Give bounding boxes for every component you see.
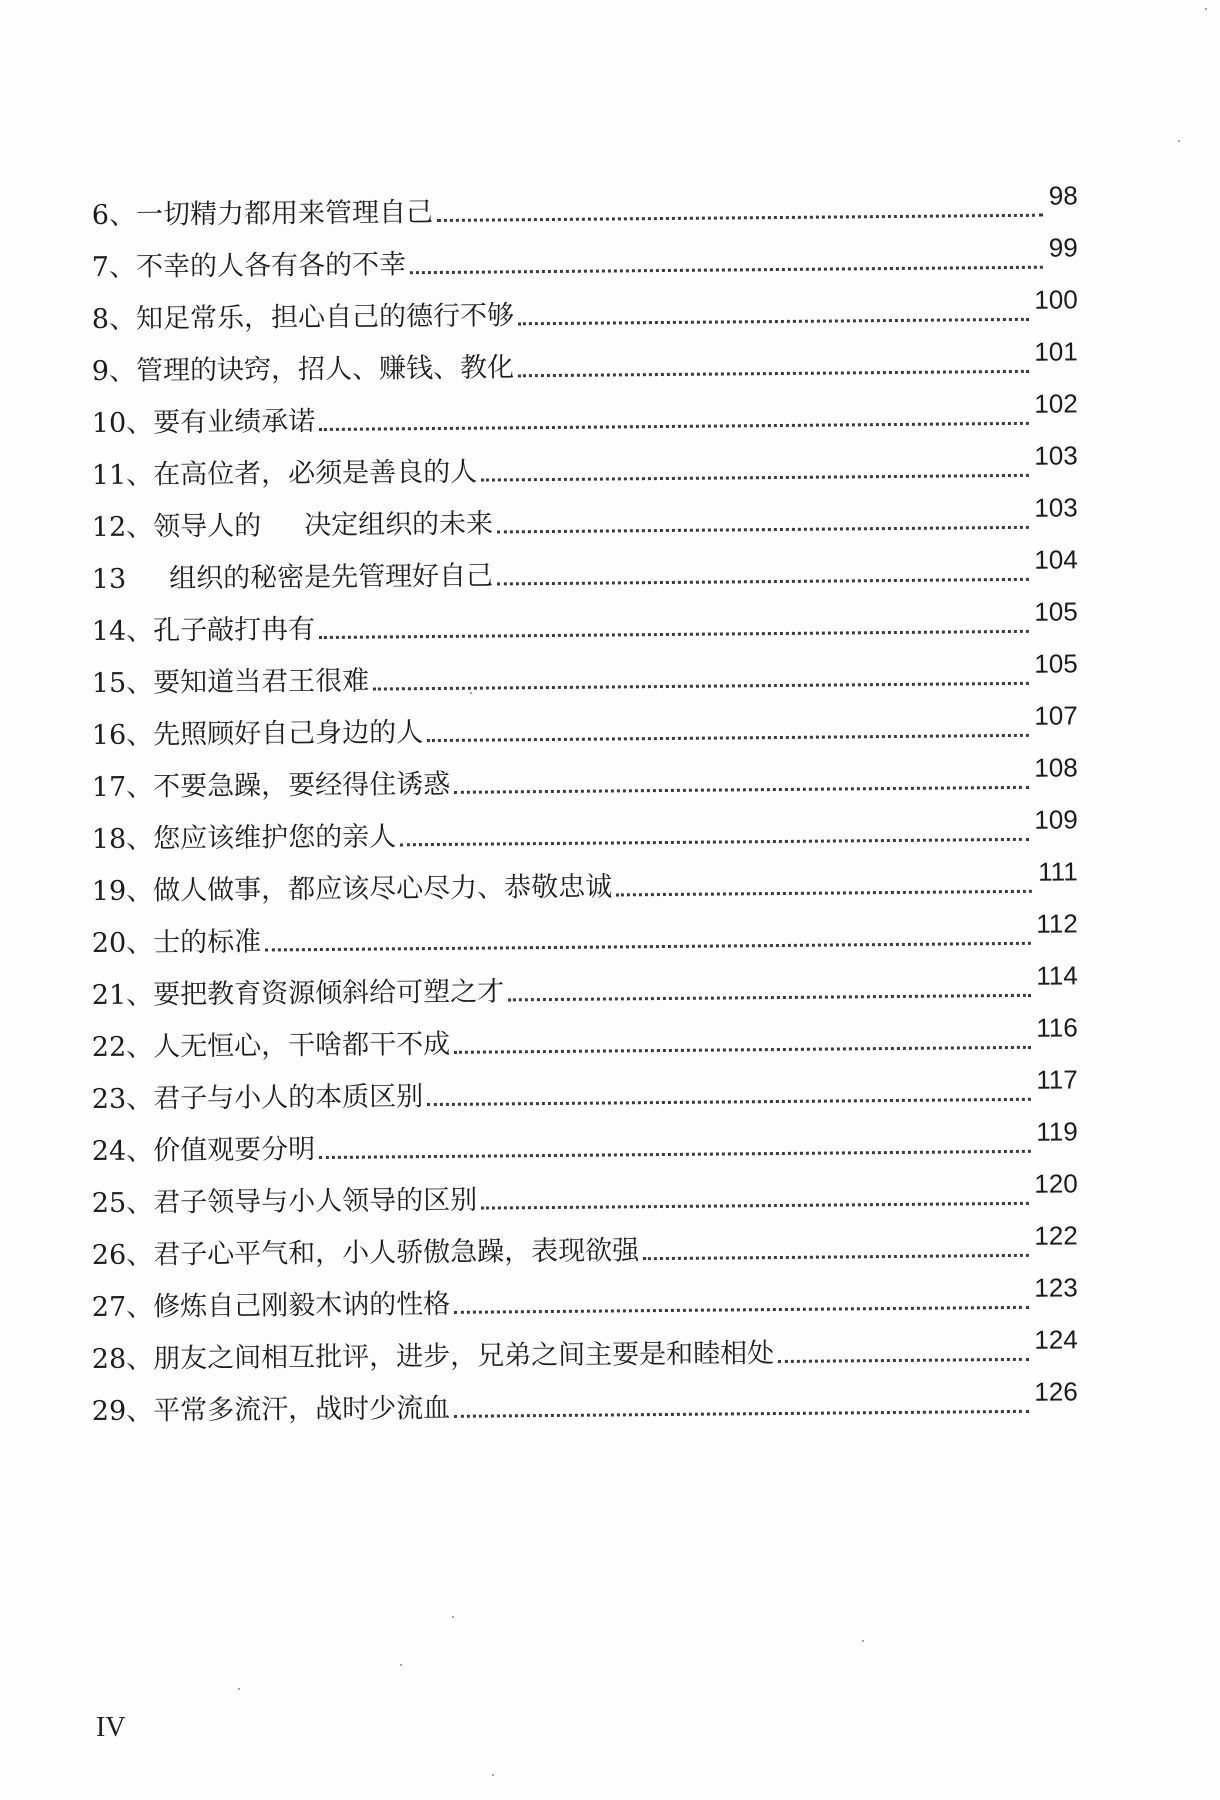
dot-leader xyxy=(427,1098,1030,1106)
scan-speck xyxy=(1205,8,1207,10)
toc-entry-title: 22、人无恒心，干啥都干不成 xyxy=(91,1028,451,1063)
toc-entry-page: 112 xyxy=(1036,908,1078,939)
dot-leader xyxy=(616,890,1032,897)
toc-entry-title: 18、您应该维护您的亲人 xyxy=(91,821,397,856)
toc-entry[interactable] xyxy=(92,899,1078,960)
toc-entry-page: 111 xyxy=(1038,856,1078,887)
toc-entry-page: 114 xyxy=(1036,960,1078,991)
page-number: IV xyxy=(96,1712,126,1743)
toc-entry-title: 13 组织的秘密是先管理好自己 xyxy=(91,560,494,595)
toc-entry[interactable] xyxy=(92,1159,1078,1220)
toc-entry[interactable] xyxy=(92,483,1078,544)
toc-entry[interactable] xyxy=(92,1003,1078,1064)
toc-entry[interactable] xyxy=(92,223,1078,284)
toc-entry-page: 105 xyxy=(1034,596,1078,627)
dot-leader xyxy=(437,214,1043,222)
toc-entry[interactable] xyxy=(92,743,1078,804)
toc-entry-title: 8、知足常乐，担心自己的德行不够 xyxy=(91,300,515,336)
toc-entry-page: 100 xyxy=(1034,284,1078,315)
dot-leader xyxy=(481,1202,1028,1210)
toc-entry-title: 20、士的标准 xyxy=(91,926,262,960)
dot-leader xyxy=(481,474,1028,482)
toc-entry-page: 104 xyxy=(1034,544,1078,575)
dot-leader xyxy=(265,942,1030,952)
toc-entry[interactable] xyxy=(92,847,1078,908)
toc-entry-title: 16、先照顾好自己身边的人 xyxy=(91,717,424,752)
dot-leader xyxy=(778,1358,1028,1363)
scan-speck xyxy=(862,1640,864,1642)
toc-entry-page: 98 xyxy=(1048,180,1078,211)
toc-entry-title: 15、要知道当君王很难 xyxy=(91,665,370,700)
dot-leader xyxy=(454,1306,1028,1314)
toc-entry-title: 6、一切精力都用来管理自己 xyxy=(91,197,434,232)
toc-entry-page: 109 xyxy=(1034,804,1078,835)
toc-entry[interactable] xyxy=(92,1315,1078,1376)
dot-leader xyxy=(427,734,1028,742)
scan-speck xyxy=(470,692,472,694)
toc-entry-page: 123 xyxy=(1034,1272,1078,1303)
toc-entry-page: 124 xyxy=(1034,1324,1078,1355)
toc-entry-title: 7、不幸的人各有各的不幸 xyxy=(91,249,407,284)
dot-leader xyxy=(508,994,1030,1002)
toc-entry-title: 11、在高位者，必须是善良的人 xyxy=(91,456,478,492)
toc-entry[interactable] xyxy=(92,327,1078,388)
dot-leader xyxy=(410,266,1043,275)
toc-entry-title: 19、做人做事，都应该尽心尽力、恭敬忠诚 xyxy=(91,871,613,908)
toc-entry[interactable] xyxy=(92,1211,1078,1272)
toc-entry-page: 107 xyxy=(1034,700,1078,731)
toc-entry[interactable] xyxy=(92,691,1078,752)
dot-leader xyxy=(518,318,1028,325)
toc-entry[interactable] xyxy=(92,639,1078,700)
toc-entry-page: 105 xyxy=(1034,648,1078,679)
toc-entry-title: 26、君子心平气和，小人骄傲急躁，表现欲强 xyxy=(91,1235,640,1271)
toc-entry-title: 14、孔子敲打冉有 xyxy=(91,614,316,647)
toc-entry-title: 24、价值观要分明 xyxy=(91,1134,316,1167)
toc-entry[interactable] xyxy=(92,1055,1078,1116)
dot-leader xyxy=(497,526,1028,534)
toc-entry[interactable] xyxy=(92,1263,1078,1324)
toc-entry[interactable] xyxy=(92,431,1078,492)
scan-speck xyxy=(1178,140,1180,142)
toc-entry[interactable] xyxy=(92,795,1078,856)
toc-entry[interactable] xyxy=(92,587,1078,648)
toc-entry-title: 12、领导人的 决定组织的未来 xyxy=(91,508,494,543)
toc-entry[interactable] xyxy=(92,275,1078,336)
toc-entry[interactable] xyxy=(92,1107,1078,1168)
toc-entry-title: 23、君子与小人的本质区别 xyxy=(91,1081,424,1115)
dot-leader xyxy=(454,786,1028,794)
dot-leader xyxy=(454,1410,1028,1418)
toc-entry-page: 99 xyxy=(1048,232,1078,263)
toc-entry-title: 27、修炼自己刚毅木讷的性格 xyxy=(91,1288,451,1323)
toc-entry-title: 21、要把教育资源倾斜给可塑之才 xyxy=(91,976,505,1012)
toc-entry[interactable] xyxy=(92,171,1078,232)
toc-entry-page: 119 xyxy=(1036,1116,1078,1147)
toc-entry-page: 120 xyxy=(1034,1168,1078,1199)
toc-entry-title: 17、不要急躁，要经得住诱惑 xyxy=(91,768,451,804)
toc-entry[interactable] xyxy=(92,379,1078,440)
toc-entry-title: 29、平常多流汗，战时少流血 xyxy=(91,1392,451,1427)
toc-entry-title: 9、管理的诀窍，招人、赚钱、教化 xyxy=(91,352,515,388)
dot-leader xyxy=(319,422,1028,431)
toc-entry-page: 101 xyxy=(1034,336,1078,367)
dot-leader xyxy=(400,838,1028,846)
toc-entry-page: 122 xyxy=(1034,1220,1078,1251)
toc-entry-page: 126 xyxy=(1034,1376,1078,1407)
dot-leader xyxy=(319,630,1028,639)
dot-leader xyxy=(373,682,1028,691)
scan-speck xyxy=(238,1688,240,1690)
toc-entry[interactable] xyxy=(92,535,1078,596)
toc-entry-page: 103 xyxy=(1034,492,1078,523)
toc-entry-page: 108 xyxy=(1034,752,1078,783)
toc-entry[interactable] xyxy=(92,1367,1078,1428)
toc-entry-page: 103 xyxy=(1034,440,1078,471)
dot-leader xyxy=(497,578,1028,586)
dot-leader xyxy=(454,1046,1030,1054)
toc-entry[interactable] xyxy=(92,951,1078,1012)
dot-leader xyxy=(518,370,1028,377)
scan-speck xyxy=(400,1664,402,1666)
toc-entry-page: 102 xyxy=(1034,388,1078,419)
dot-leader xyxy=(319,1150,1030,1159)
table-of-contents xyxy=(92,180,1078,1428)
toc-entry-page: 117 xyxy=(1036,1064,1078,1095)
toc-entry-title: 28、朋友之间相互批评，进步，兄弟之间主要是和睦相处 xyxy=(91,1338,775,1375)
toc-entry-title: 25、君子领导与小人领导的区别 xyxy=(91,1184,478,1219)
toc-entry-page: 116 xyxy=(1036,1012,1078,1043)
scan-speck xyxy=(492,1774,494,1776)
dot-leader xyxy=(643,1254,1028,1260)
scan-speck xyxy=(452,1616,454,1618)
toc-entry-title: 10、要有业绩承诺 xyxy=(91,406,316,440)
